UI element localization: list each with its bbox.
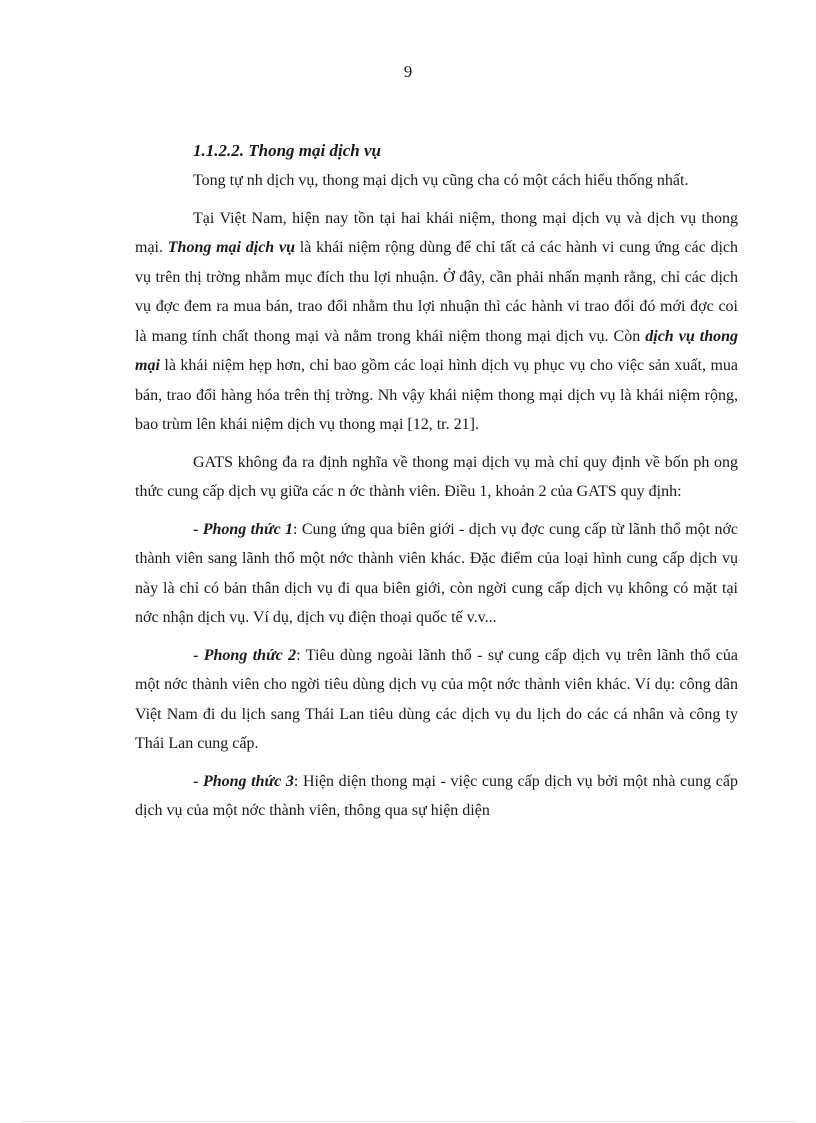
mode-title: Phong thức 1 xyxy=(202,520,294,538)
section-heading: 1.1.2.2. Thong mại dịch vụ xyxy=(193,141,381,160)
page-bottom-divider xyxy=(20,1121,796,1122)
text-run: : Tiêu dùng ngoài lãnh thổ - sự cung cấp dịch vụ trên lãnh thổ của một nớc thành viên cho ngời tiêu dùng dịch vụ của một nớc thành viên khác. Ví dụ: công dân Việt Nam đi du lịch sang Thái Lan tiêu dùng các dịch vụ du lịch do các cá nhân và công ty Thái Lan cung cấp. xyxy=(135,646,738,752)
list-dash: - xyxy=(193,646,204,664)
term-emphasis: Thong mại dịch vụ xyxy=(167,239,295,256)
document-body xyxy=(135,136,738,834)
list-dash: - xyxy=(193,772,203,790)
text-run: là khái niệm hẹp hơn, chỉ bao gồm các loại hình dịch vụ phục vụ cho việc sản xuất, mua bán, trao đổi hàng hóa trên thị trờng. Nh vậy khái niệm thong mại dịch vụ là khái niệm rộng, bao trùm lên khái niệm dịch vụ thong mại [12, tr. 21]. xyxy=(135,357,738,433)
paragraph-definition xyxy=(135,204,738,440)
text-run: : Hiện diện thong mại - việc cung cấp dịch vụ bởi một nhà cung cấp dịch vụ của một nớc thành viên, thông qua sự hiện diện xyxy=(135,772,739,819)
text-run: Tại Việt Nam, hiện nay tồn tại hai khái niệm, thong mại dịch vụ và dịch vụ thong mại. xyxy=(135,209,738,256)
term-emphasis: dịch vụ thong mại xyxy=(135,327,739,374)
text-run: GATS không đa ra định nghĩa về thong mại dịch vụ mà chỉ quy định về bốn ph ong thức cung cấp dịch vụ giữa các n ớc thành viên. Điều 1, khoản 2 của GATS quy định: xyxy=(135,453,738,500)
mode-title: Phong thức 2 xyxy=(203,646,297,664)
paragraph-gats xyxy=(135,448,738,507)
paragraph-mode-3 xyxy=(135,767,738,826)
paragraph-mode-1 xyxy=(135,515,738,633)
list-dash: - xyxy=(193,520,203,538)
mode-title: Phong thức 3 xyxy=(202,772,294,790)
page-number: 9 xyxy=(403,62,413,81)
paragraph-mode-2 xyxy=(135,641,738,759)
text-run: là khái niệm rộng dùng để chỉ tất cả các hành vi cung ứng các dịch vụ trên thị trờng nhằm mục đích thu lợi nhuận. Ở đây, cần phải nhấn mạnh rằng, chỉ các dịch vụ đợc đem ra mua bán, trao đổi nhằm thu lợi nhuận thì các hành vi trao đổi đó mới đợc coi là mang tính chất thong mại và nằm trong khái niệm thong mại dịch vụ. Còn xyxy=(135,239,739,345)
paragraph-intro xyxy=(135,166,738,196)
text-run: Tong tự nh dịch vụ, thong mại dịch vụ cũng cha có một cách hiểu thống nhất. xyxy=(193,172,689,189)
text-run: : Cung ứng qua biên giới - dịch vụ đợc cung cấp từ lãnh thổ một nớc thành viên sang lãnh thổ một nớc thành viên khác. Đặc điểm của loại hình cung cấp dịch vụ này là chỉ có bản thân dịch vụ đi qua biên giới, còn ngời cung cấp dịch vụ không có mặt tại nớc nhận dịch vụ. Ví dụ, dịch vụ điện thoại quốc tế v.v... xyxy=(135,520,739,626)
